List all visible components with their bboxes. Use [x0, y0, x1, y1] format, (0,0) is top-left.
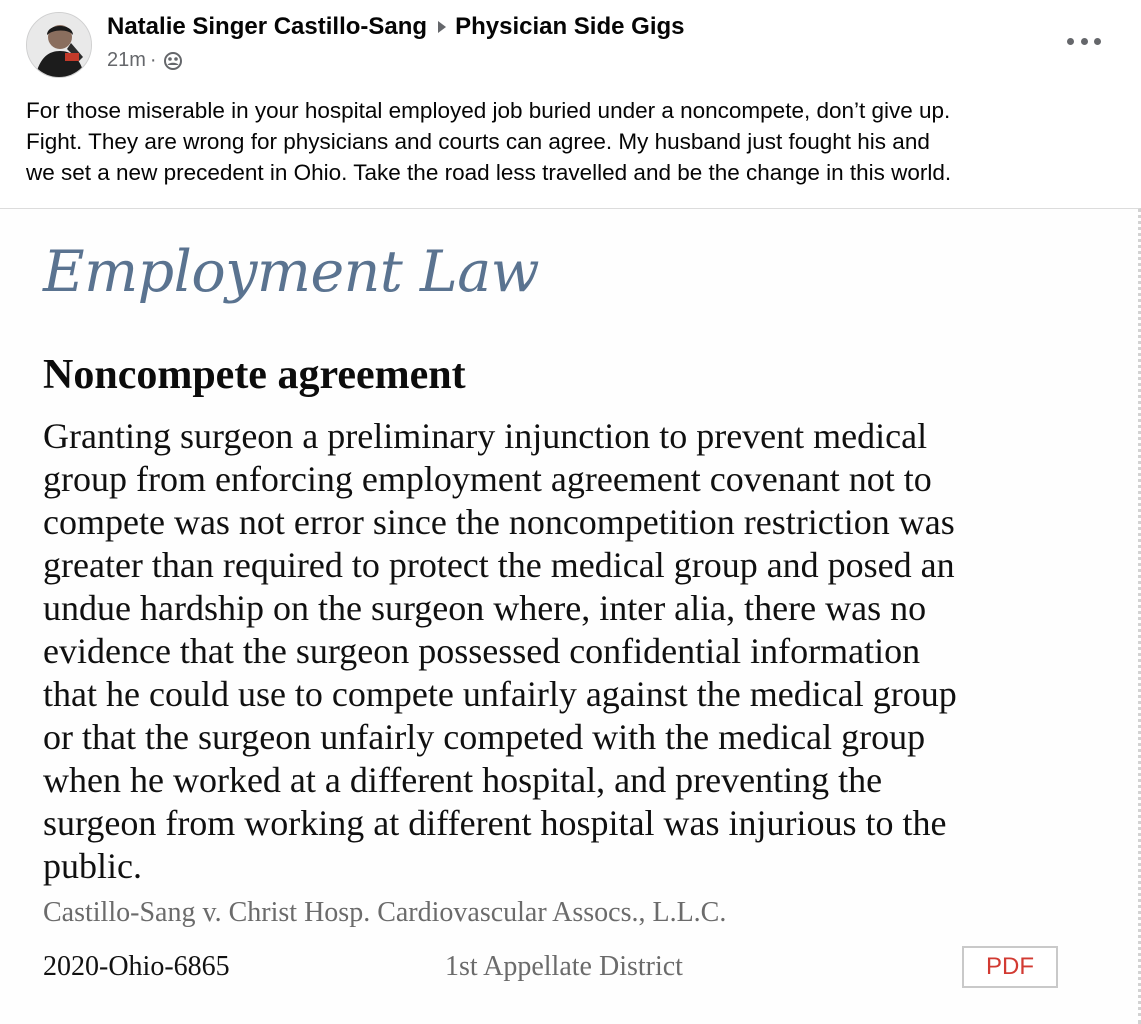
- avatar-image: [27, 13, 92, 78]
- article-body-line: public.: [43, 846, 142, 886]
- article-body-line: when he worked at a different hospital, and preventing the: [43, 760, 883, 800]
- case-name: Castillo-Sang v. Christ Hosp. Cardiovascular Assocs., L.L.C.: [43, 897, 727, 928]
- post-meta: [107, 49, 183, 72]
- group-name-link[interactable]: Physician Side Gigs: [455, 13, 685, 40]
- article-body-line: group from enforcing employment agreement covenant not to: [43, 459, 932, 499]
- pdf-button[interactable]: PDF: [962, 946, 1058, 988]
- post-timestamp-link[interactable]: 21m: [107, 49, 146, 71]
- article-body-line: compete was not error since the noncompetition restriction was: [43, 502, 955, 542]
- post-author-line: [107, 13, 685, 41]
- author-name-link[interactable]: Natalie Singer Castillo-Sang: [107, 13, 428, 40]
- more-dot: [1081, 38, 1088, 45]
- post-message-line: we set a new precedent in Ohio. Take the road less travelled and be the change in this world.: [26, 160, 952, 185]
- post-message-line: Fight. They are wrong for physicians and courts can agree. My husband just fought his and: [26, 129, 930, 154]
- court-name: 1st Appellate District: [445, 951, 683, 982]
- post-message: [26, 95, 1126, 188]
- caret-right-icon: [438, 21, 446, 33]
- meta-separator: ·: [149, 49, 157, 71]
- article-body-line: Granting surgeon a preliminary injunction to prevent medical: [43, 416, 928, 456]
- article-body-line: that he could use to compete unfairly against the medical group: [43, 674, 957, 714]
- article-body-line: undue hardship on the surgeon where, inter alia, there was no: [43, 588, 927, 628]
- author-avatar[interactable]: [26, 12, 92, 78]
- article-body: [43, 415, 1123, 888]
- more-dot: [1094, 38, 1101, 45]
- group-audience-icon[interactable]: [163, 51, 183, 71]
- article-heading: Noncompete agreement: [43, 352, 466, 398]
- article-body-line: evidence that the surgeon possessed confidential information: [43, 631, 921, 671]
- article-body-line: surgeon from working at different hospital was injurious to the: [43, 803, 947, 843]
- more-dot: [1067, 38, 1074, 45]
- case-citation: 2020-Ohio-6865: [43, 951, 230, 982]
- article-body-line: greater than required to protect the medical group and posed an: [43, 545, 955, 585]
- more-options-icon[interactable]: [1067, 28, 1101, 54]
- section-title: Employment Law: [43, 239, 540, 305]
- post-message-line: For those miserable in your hospital employed job buried under a noncompete, don’t give up.: [26, 98, 951, 123]
- post-header: [0, 0, 1141, 88]
- article-body-line: or that the surgeon unfairly competed with the medical group: [43, 717, 926, 757]
- attached-article-image[interactable]: [0, 208, 1141, 1024]
